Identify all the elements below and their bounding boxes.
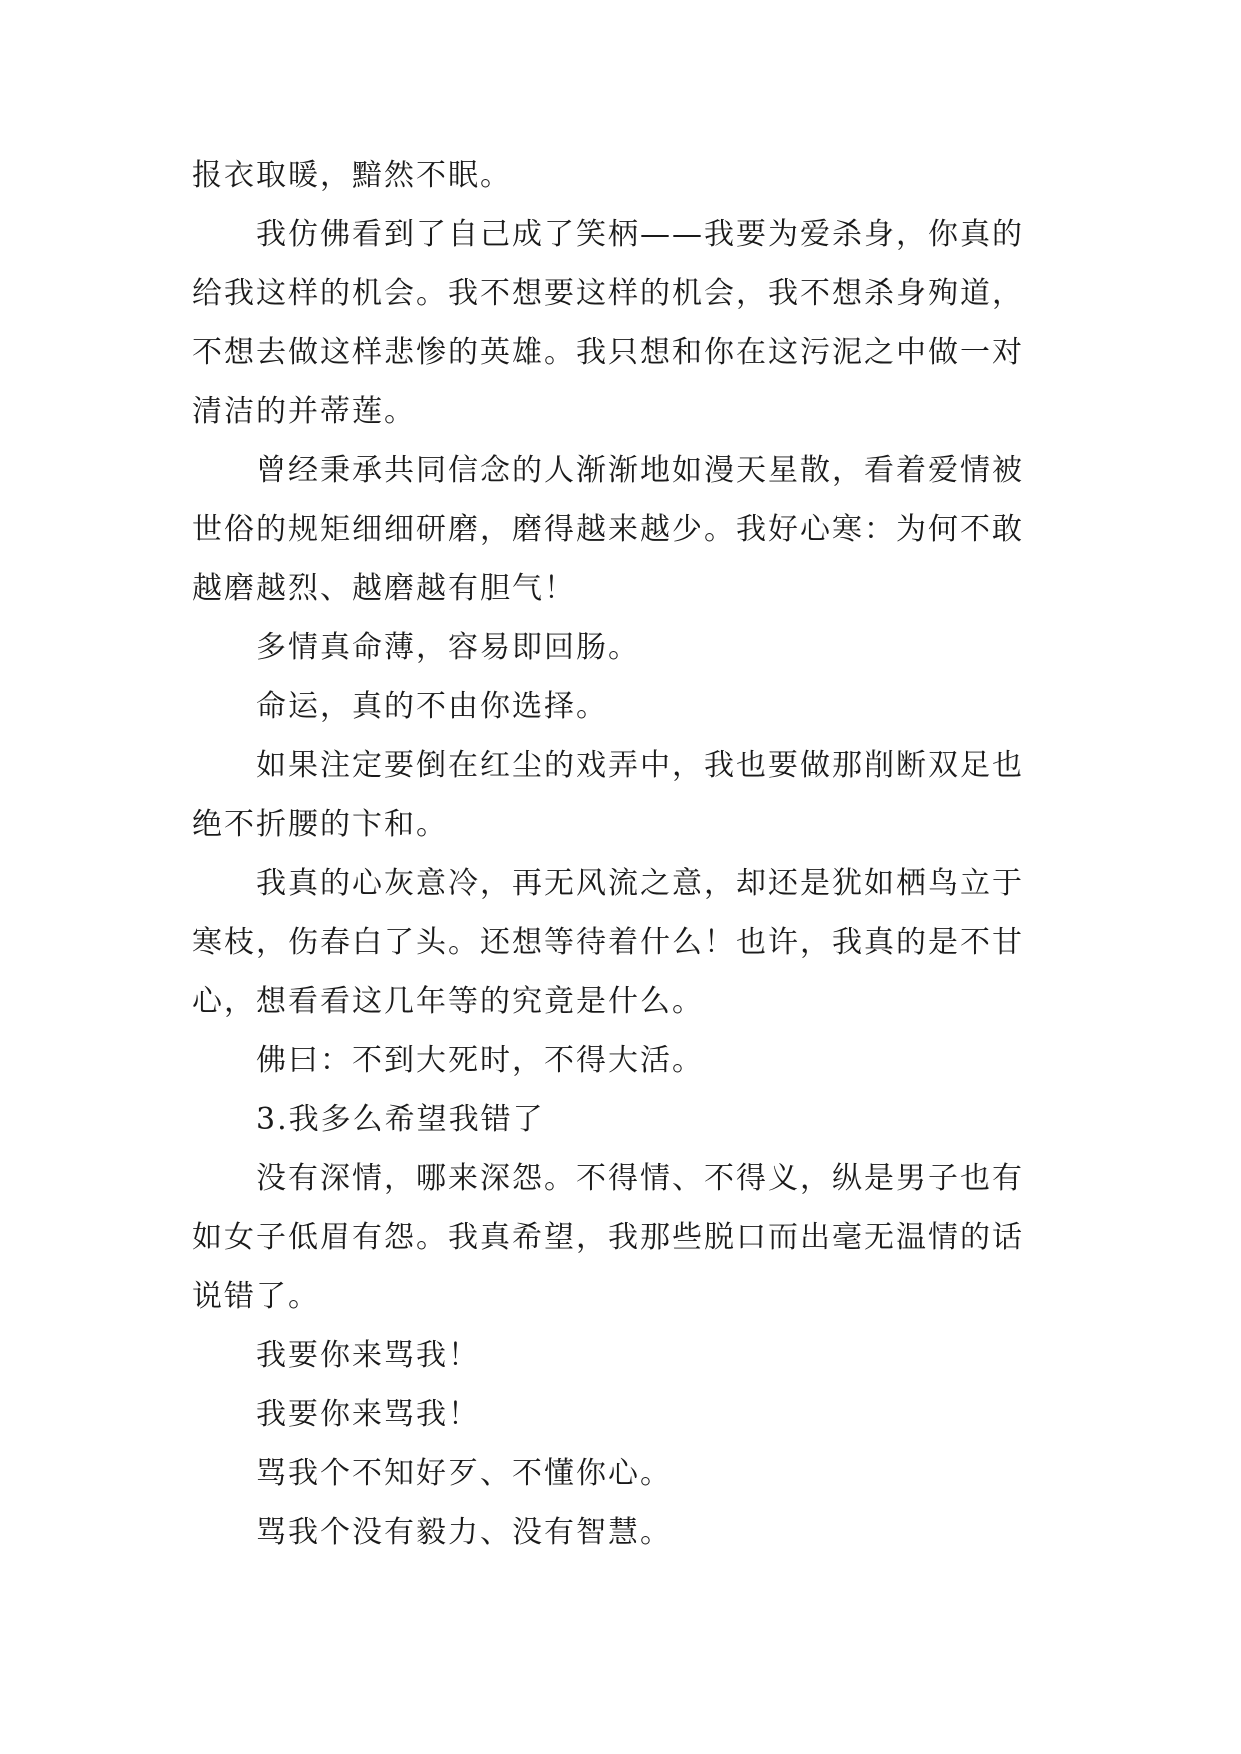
text-line: 心，想看看这几年等的究竟是什么。 xyxy=(192,984,704,1019)
text-line: 说错了。 xyxy=(192,1279,320,1314)
text-line: 佛曰：不到大死时，不得大活。 xyxy=(256,1043,704,1078)
text-line: 给我这样的机会。我不想要这样的机会，我不想杀身殉道， xyxy=(192,276,1024,311)
document-body xyxy=(192,160,1062,1576)
text-line: 命运，真的不由你选择。 xyxy=(256,689,608,724)
text-line: 如果注定要倒在红尘的戏弄中，我也要做那削断双足也 xyxy=(256,748,1024,783)
text-line: 骂我个没有毅力、没有智慧。 xyxy=(256,1515,672,1550)
text-line: 我真的心灰意冷，再无风流之意，却还是犹如栖鸟立于 xyxy=(256,866,1024,901)
text-line: 没有深情，哪来深怨。不得情、不得义，纵是男子也有 xyxy=(256,1161,1024,1196)
text-line: 我要你来骂我！ xyxy=(256,1338,480,1373)
text-line: 清洁的并蒂莲。 xyxy=(192,394,416,429)
section-heading: 3.我多么希望我错了 xyxy=(256,1102,545,1137)
text-line: 如女子低眉有怨。我真希望，我那些脱口而出毫无温情的话 xyxy=(192,1220,1024,1255)
text-line: 骂我个不知好歹、不懂你心。 xyxy=(256,1456,672,1491)
text-line: 世俗的规矩细细研磨，磨得越来越少。我好心寒：为何不敢 xyxy=(192,512,1024,547)
text-line: 我要你来骂我！ xyxy=(256,1397,480,1432)
text-line: 多情真命薄，容易即回肠。 xyxy=(256,630,640,665)
text-line: 曾经秉承共同信念的人渐渐地如漫天星散，看着爱情被 xyxy=(256,453,1024,488)
text-line: 寒枝，伤春白了头。还想等待着什么！也许，我真的是不甘 xyxy=(192,925,1024,960)
text-line: 不想去做这样悲惨的英雄。我只想和你在这污泥之中做一对 xyxy=(192,335,1024,370)
text-line: 报衣取暖，黯然不眠。 xyxy=(192,158,512,193)
text-line: 绝不折腰的卞和。 xyxy=(192,807,448,842)
text-line: 我仿佛看到了自己成了笑柄——我要为爱杀身，你真的 xyxy=(256,217,1024,252)
text-line: 越磨越烈、越磨越有胆气！ xyxy=(192,571,576,606)
